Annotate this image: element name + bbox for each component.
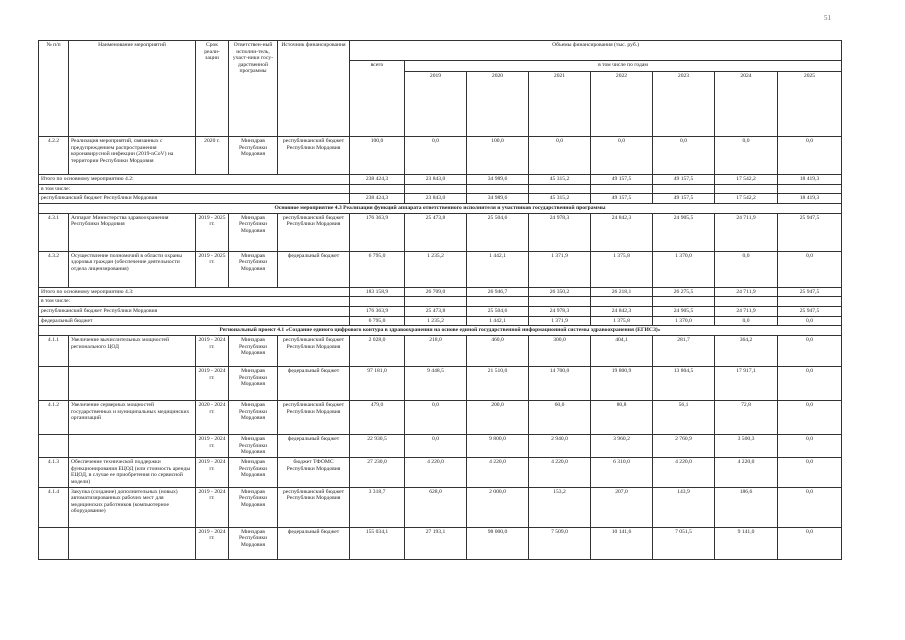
amount-cell: 238 424,3 xyxy=(350,194,405,204)
amount-cell: 1 375,8 xyxy=(591,316,653,326)
responsible-cell: Минздрав Республики Мордовия xyxy=(229,137,278,175)
amount-cell xyxy=(529,184,591,194)
table-row xyxy=(39,401,842,435)
amount-cell: 27 193,1 xyxy=(405,527,467,559)
amount-cell: 0,0 xyxy=(778,367,842,401)
source-cell: республиканский бюджет Республики Мордовия xyxy=(278,401,350,435)
total-row xyxy=(39,316,842,326)
amount-cell xyxy=(715,297,778,307)
amount-cell: 24 905,5 xyxy=(653,213,715,251)
amount-cell: 143,9 xyxy=(653,487,715,527)
amount-cell: 1 442,1 xyxy=(467,251,529,287)
amount-cell: 18 419,3 xyxy=(778,194,842,204)
amount-cell: 23 843,0 xyxy=(405,194,467,204)
term-cell: 2019 - 2025 гг. xyxy=(196,251,229,287)
table-row xyxy=(39,458,842,487)
total-label: республиканский бюджет Республики Мордовия xyxy=(39,194,350,204)
amount-cell xyxy=(405,184,467,194)
measure-name xyxy=(69,527,196,559)
amount-cell: 0,0 xyxy=(778,137,842,175)
amount-cell: 4 220,0 xyxy=(653,458,715,487)
amount-cell: 4 220,0 xyxy=(467,458,529,487)
amount-cell: 25 947,5 xyxy=(778,287,842,297)
amount-cell: 0,0 xyxy=(778,435,842,458)
section-row xyxy=(39,326,842,336)
amount-cell: 9 141,0 xyxy=(715,527,778,559)
amount-cell xyxy=(467,184,529,194)
measure-name xyxy=(69,435,196,458)
amount-cell: 24 978,3 xyxy=(529,213,591,251)
term-cell: 2019 - 2024 гг. xyxy=(196,336,229,367)
section-row xyxy=(39,203,842,213)
amount-cell: 628,0 xyxy=(405,487,467,527)
source-cell: федеральный бюджет xyxy=(278,527,350,559)
amount-cell: 404,1 xyxy=(591,336,653,367)
header-year: 2024 xyxy=(715,72,778,137)
amount-cell: 0,0 xyxy=(715,137,778,175)
source-cell: федеральный бюджет xyxy=(278,251,350,287)
amount-cell: 27 230,0 xyxy=(350,458,405,487)
amount-cell: 1 235,2 xyxy=(405,251,467,287)
responsible-cell: Минздрав Республики Мордовия xyxy=(229,401,278,435)
amount-cell xyxy=(350,184,405,194)
row-number: 4.1.1 xyxy=(39,336,69,367)
amount-cell: 56,1 xyxy=(653,401,715,435)
responsible-cell: Минздрав Республики Мордовия xyxy=(229,213,278,251)
responsible-cell: Минздрав Республики Мордовия xyxy=(229,487,278,527)
measure-name: Увеличение серверных мощностей государственных и муниципальных медицинских организаций xyxy=(69,401,196,435)
measure-name: Осуществление полномочий в области охраны здоровья граждан (обеспечение деятельности отдела лицензирования) xyxy=(69,251,196,287)
header-term: Срок реали-зации xyxy=(196,41,229,137)
amount-cell: 49 157,5 xyxy=(653,175,715,185)
total-label: Итого по основному мероприятию 4.2: xyxy=(39,175,350,185)
amount-cell: 1 371,9 xyxy=(529,251,591,287)
amount-cell: 7 509,0 xyxy=(529,527,591,559)
term-cell: 2019 - 2024 гг. xyxy=(196,435,229,458)
amount-cell: 25 473,8 xyxy=(405,306,467,316)
amount-cell: 17 917,1 xyxy=(715,367,778,401)
source-cell: республиканский бюджет Республики Мордовия xyxy=(278,137,350,175)
amount-cell: 4 220,0 xyxy=(405,458,467,487)
total-row xyxy=(39,194,842,204)
amount-cell xyxy=(778,184,842,194)
amount-cell xyxy=(405,297,467,307)
amount-cell: 24 842,3 xyxy=(591,213,653,251)
header-year: 2022 xyxy=(591,72,653,137)
amount-cell: 25 504,6 xyxy=(467,213,529,251)
amount-cell: 0,0 xyxy=(778,401,842,435)
amount-cell: 3 500,3 xyxy=(715,435,778,458)
amount-cell: 17 542,2 xyxy=(715,194,778,204)
amount-cell: 2 940,0 xyxy=(529,435,591,458)
row-number: 4.1.2 xyxy=(39,401,69,435)
amount-cell: 60,0 xyxy=(529,401,591,435)
amount-cell: 24 978,3 xyxy=(529,306,591,316)
amount-cell: 4 220,0 xyxy=(529,458,591,487)
header-volumes: Объемы финансирования (тыс. руб.) xyxy=(350,41,842,61)
amount-cell: 0,0 xyxy=(715,316,778,326)
amount-cell xyxy=(653,184,715,194)
amount-cell: 155 034,1 xyxy=(350,527,405,559)
table-row xyxy=(39,487,842,527)
amount-cell: 24 711,9 xyxy=(715,287,778,297)
source-cell: бюджет ТФОМС Республики Мордовия xyxy=(278,458,350,487)
amount-cell: 0,0 xyxy=(715,251,778,287)
table-row xyxy=(39,213,842,251)
total-row xyxy=(39,184,842,194)
term-cell: 2020 - 2024 гг. xyxy=(196,401,229,435)
measure-name: Аппарат Министерства здравоохранения Республики Мордовия xyxy=(69,213,196,251)
amount-cell: 24 842,3 xyxy=(591,306,653,316)
total-label: Итого по основному мероприятию 4.3: xyxy=(39,287,350,297)
amount-cell: 0,0 xyxy=(405,137,467,175)
total-label: в том числе: xyxy=(39,184,350,194)
amount-cell: 0,0 xyxy=(778,251,842,287)
responsible-cell: Минздрав Республики Мордовия xyxy=(229,435,278,458)
amount-cell: 176 363,9 xyxy=(350,213,405,251)
amount-cell: 100,0 xyxy=(350,137,405,175)
measure-name xyxy=(69,367,196,401)
amount-cell: 1 375,8 xyxy=(591,251,653,287)
table-row xyxy=(39,137,842,175)
amount-cell: 0,0 xyxy=(778,336,842,367)
header-total: всего xyxy=(350,61,405,137)
amount-cell: 34 989,6 xyxy=(467,194,529,204)
amount-cell: 24 711,9 xyxy=(715,213,778,251)
amount-cell: 0,0 xyxy=(778,527,842,559)
amount-cell: 186,6 xyxy=(715,487,778,527)
header-year: 2023 xyxy=(653,72,715,137)
amount-cell: 0,0 xyxy=(778,316,842,326)
amount-cell: 176 363,9 xyxy=(350,306,405,316)
amount-cell: 97 181,0 xyxy=(350,367,405,401)
amount-cell: 18 419,3 xyxy=(778,175,842,185)
amount-cell: 0,0 xyxy=(405,401,467,435)
amount-cell: 22 930,5 xyxy=(350,435,405,458)
amount-cell xyxy=(529,297,591,307)
amount-cell: 17 542,2 xyxy=(715,175,778,185)
amount-cell: 2 028,0 xyxy=(350,336,405,367)
section-title: Основное мероприятие 4.3 Реализация функций аппарата ответственного исполнителя и участников государственной программы xyxy=(39,203,842,213)
total-row xyxy=(39,175,842,185)
row-number: 4.1.4 xyxy=(39,487,69,527)
amount-cell: 479,0 xyxy=(350,401,405,435)
amount-cell xyxy=(653,297,715,307)
amount-cell: 2 000,0 xyxy=(467,487,529,527)
total-row xyxy=(39,287,842,297)
amount-cell: 0,0 xyxy=(778,458,842,487)
amount-cell: 200,0 xyxy=(467,401,529,435)
amount-cell: 98 000,0 xyxy=(467,527,529,559)
amount-cell: 4 220,0 xyxy=(715,458,778,487)
amount-cell xyxy=(778,297,842,307)
amount-cell: 9 448,5 xyxy=(405,367,467,401)
amount-cell: 207,0 xyxy=(591,487,653,527)
source-cell: федеральный бюджет xyxy=(278,435,350,458)
table-row xyxy=(39,367,842,401)
measure-name: Реализация мероприятий, связанных с предупреждением распространения коронавирусной инфекции (2019-nCoV) на территории Республики Мордовия xyxy=(69,137,196,175)
amount-cell: 0,0 xyxy=(591,137,653,175)
row-number: 4.1.3 xyxy=(39,458,69,487)
amount-cell: 2 760,9 xyxy=(653,435,715,458)
amount-cell: 72,8 xyxy=(715,401,778,435)
amount-cell: 23 843,0 xyxy=(405,175,467,185)
amount-cell: 1 370,0 xyxy=(653,251,715,287)
table-row xyxy=(39,435,842,458)
term-cell: 2019 - 2024 гг. xyxy=(196,367,229,401)
amount-cell: 300,0 xyxy=(529,336,591,367)
measure-name: Закупка (создание) дополнительных (новых) автоматизированных рабочих мест для медицинских работников (компьютерное оборудование) xyxy=(69,487,196,527)
responsible-cell: Минздрав Республики Мордовия xyxy=(229,336,278,367)
amount-cell: 6 310,0 xyxy=(591,458,653,487)
term-cell: 2019 - 2025 гг. xyxy=(196,213,229,251)
row-number: 4.2.2 xyxy=(39,137,69,175)
responsible-cell: Минздрав Республики Мордовия xyxy=(229,251,278,287)
amount-cell: 364,2 xyxy=(715,336,778,367)
amount-cell: 21 510,0 xyxy=(467,367,529,401)
page-number: 51 xyxy=(824,14,831,22)
header-year: 2025 xyxy=(778,72,842,137)
amount-cell: 13 804,5 xyxy=(653,367,715,401)
header-year: 2020 xyxy=(467,72,529,137)
amount-cell: 0,0 xyxy=(653,137,715,175)
amount-cell: 24 905,5 xyxy=(653,306,715,316)
source-cell: республиканский бюджет Республики Мордовия xyxy=(278,213,350,251)
amount-cell: 100,0 xyxy=(467,137,529,175)
table-row xyxy=(39,251,842,287)
row-number xyxy=(39,527,69,559)
row-number xyxy=(39,367,69,401)
amount-cell: 26 350,2 xyxy=(529,287,591,297)
header-responsible: Ответствен-ный исполни-тель, участ-ники госу-дарственной программы xyxy=(229,41,278,137)
source-cell: республиканский бюджет Республики Мордовия xyxy=(278,336,350,367)
financing-table xyxy=(38,40,842,560)
amount-cell xyxy=(591,184,653,194)
row-number xyxy=(39,435,69,458)
total-row xyxy=(39,297,842,307)
header-num: № п/п xyxy=(39,41,69,137)
amount-cell xyxy=(715,184,778,194)
term-cell: 2020 г. xyxy=(196,137,229,175)
amount-cell: 49 157,5 xyxy=(591,194,653,204)
amount-cell: 460,0 xyxy=(467,336,529,367)
amount-cell: 3 318,7 xyxy=(350,487,405,527)
responsible-cell: Минздрав Республики Мордовия xyxy=(229,367,278,401)
amount-cell: 26 275,5 xyxy=(653,287,715,297)
responsible-cell: Минздрав Республики Мордовия xyxy=(229,458,278,487)
amount-cell: 19 800,9 xyxy=(591,367,653,401)
amount-cell: 49 157,5 xyxy=(591,175,653,185)
amount-cell: 0,0 xyxy=(529,137,591,175)
amount-cell: 218,0 xyxy=(405,336,467,367)
amount-cell: 238 424,3 xyxy=(350,175,405,185)
amount-cell: 24 711,9 xyxy=(715,306,778,316)
row-number: 4.3.2 xyxy=(39,251,69,287)
term-cell: 2019 - 2024 гг. xyxy=(196,458,229,487)
total-label: в том числе: xyxy=(39,297,350,307)
amount-cell: 80,8 xyxy=(591,401,653,435)
amount-cell: 0,0 xyxy=(778,487,842,527)
amount-cell: 25 947,5 xyxy=(778,213,842,251)
amount-cell xyxy=(467,297,529,307)
amount-cell: 45 315,2 xyxy=(529,194,591,204)
amount-cell: 49 157,5 xyxy=(653,194,715,204)
amount-cell: 45 315,2 xyxy=(529,175,591,185)
amount-cell xyxy=(350,297,405,307)
amount-cell: 25 504,6 xyxy=(467,306,529,316)
total-label: федеральный бюджет xyxy=(39,316,350,326)
amount-cell: 6 795,0 xyxy=(350,316,405,326)
amount-cell: 1 235,2 xyxy=(405,316,467,326)
term-cell: 2019 - 2024 гг. xyxy=(196,487,229,527)
amount-cell: 6 795,0 xyxy=(350,251,405,287)
amount-cell: 26 709,0 xyxy=(405,287,467,297)
measure-name: Обеспечение технической поддержки функционирования ЕЦОД (или стоимость аренды ЕЦОД, в случае ее приобретения по сервисной модели) xyxy=(69,458,196,487)
term-cell: 2019 - 2024 гг. xyxy=(196,527,229,559)
table-row xyxy=(39,527,842,559)
total-label: республиканский бюджет Республики Мордовия xyxy=(39,306,350,316)
amount-cell: 9 800,0 xyxy=(467,435,529,458)
amount-cell: 10 141,6 xyxy=(591,527,653,559)
amount-cell: 153,2 xyxy=(529,487,591,527)
amount-cell: 3 960,2 xyxy=(591,435,653,458)
amount-cell: 281,7 xyxy=(653,336,715,367)
amount-cell: 1 371,9 xyxy=(529,316,591,326)
row-number: 4.3.1 xyxy=(39,213,69,251)
source-cell: республиканский бюджет Республики Мордовия xyxy=(278,487,350,527)
amount-cell: 25 947,5 xyxy=(778,306,842,316)
amount-cell: 26 946,7 xyxy=(467,287,529,297)
responsible-cell: Минздрав Республики Мордовия xyxy=(229,527,278,559)
amount-cell: 7 051,5 xyxy=(653,527,715,559)
table-row xyxy=(39,336,842,367)
amount-cell: 1 370,0 xyxy=(653,316,715,326)
amount-cell: 14 700,0 xyxy=(529,367,591,401)
source-cell: федеральный бюджет xyxy=(278,367,350,401)
amount-cell: 25 473,8 xyxy=(405,213,467,251)
amount-cell: 1 442,1 xyxy=(467,316,529,326)
total-row xyxy=(39,306,842,316)
measure-name: Увеличение вычислительных мощностей регионального ЦОД xyxy=(69,336,196,367)
amount-cell xyxy=(591,297,653,307)
header-name: Наименование мероприятий xyxy=(69,41,196,137)
amount-cell: 0,0 xyxy=(405,435,467,458)
section-title: Региональный проект 4.1 «Создание единого цифрового контура в здравоохранении на основе единой государственной информационной системы здравоохранения (ЕГИСЗ)» xyxy=(39,326,842,336)
amount-cell: 26 218,1 xyxy=(591,287,653,297)
amount-cell: 34 989,6 xyxy=(467,175,529,185)
header-by-years: в том числе по годам xyxy=(405,61,842,72)
header-source: Источник финансирования xyxy=(278,41,350,137)
amount-cell: 183 158,9 xyxy=(350,287,405,297)
header-year: 2021 xyxy=(529,72,591,137)
header-year: 2019 xyxy=(405,72,467,137)
